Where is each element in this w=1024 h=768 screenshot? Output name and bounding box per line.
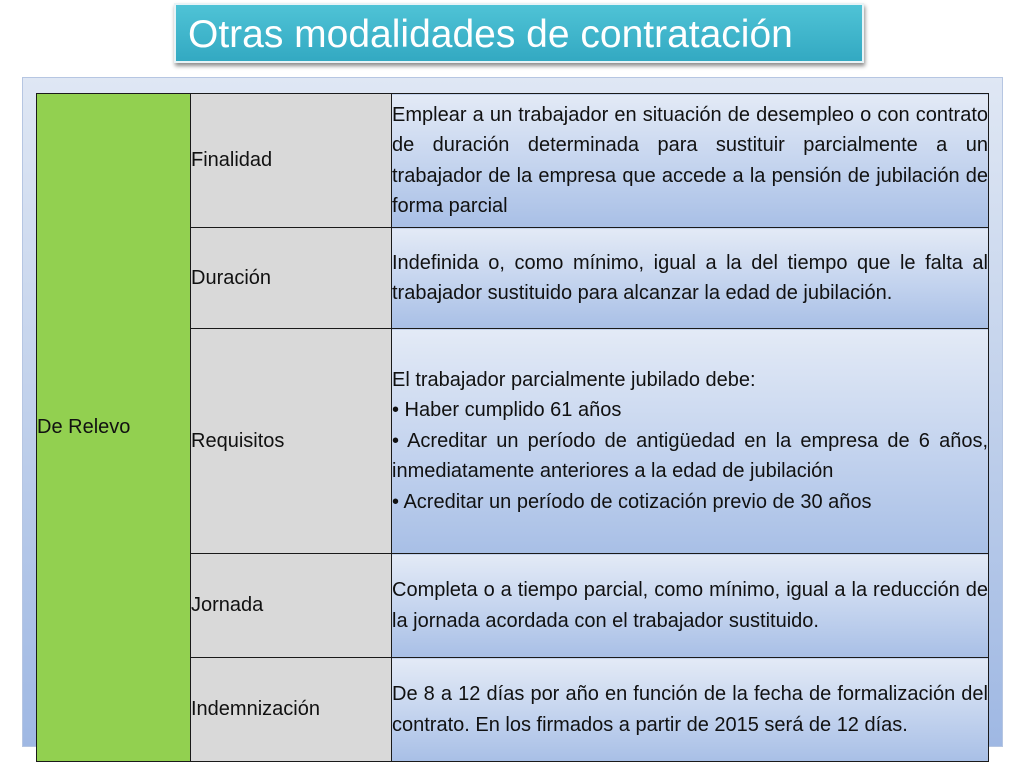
description-cell-duracion: Indefinida o, como mínimo, igual a la del tiempo que le falta al trabajador sustituido para alcanzar la edad de jubilación. — [392, 228, 989, 329]
table-row — [37, 94, 989, 228]
description-cell-jornada: Completa o a tiempo parcial, como mínimo, igual a la reducción de la jornada acordada con el trabajador sustituido. — [392, 554, 989, 658]
requisitos-intro: El trabajador parcialmente jubilado debe: — [392, 368, 756, 391]
description-cell-requisitos — [392, 329, 989, 554]
aspect-cell-jornada: Jornada — [191, 554, 392, 658]
requisitos-bullet: • Acreditar un período de cotización previo de 30 años — [392, 490, 872, 513]
title-banner — [174, 3, 864, 63]
aspect-cell-duracion: Duración — [191, 228, 392, 329]
contract-type-cell: De Relevo — [37, 94, 191, 762]
contract-table — [36, 93, 989, 762]
aspect-cell-indemnizacion: Indemnización — [191, 658, 392, 762]
requisitos-bullet: • Acreditar un período de antigüedad en la empresa de 6 años, inmediatamente anteriores a la edad de jubilación — [392, 429, 988, 483]
description-cell-finalidad: Emplear a un trabajador en situación de desempleo o con contrato de duración determinada para sustituir parcialmente a un trabajador de la empresa que accede a la pensión de jubilación de forma parcial — [392, 94, 989, 228]
requisitos-bullet: • Haber cumplido 61 años — [392, 399, 622, 422]
page-title: Otras modalidades de contratación — [188, 13, 793, 56]
aspect-cell-requisitos: Requisitos — [191, 329, 392, 554]
description-cell-indemnizacion: De 8 a 12 días por año en función de la fecha de formalización del contrato. En los firmados a partir de 2015 será de 12 días. — [392, 658, 989, 762]
aspect-cell-finalidad: Finalidad — [191, 94, 392, 228]
